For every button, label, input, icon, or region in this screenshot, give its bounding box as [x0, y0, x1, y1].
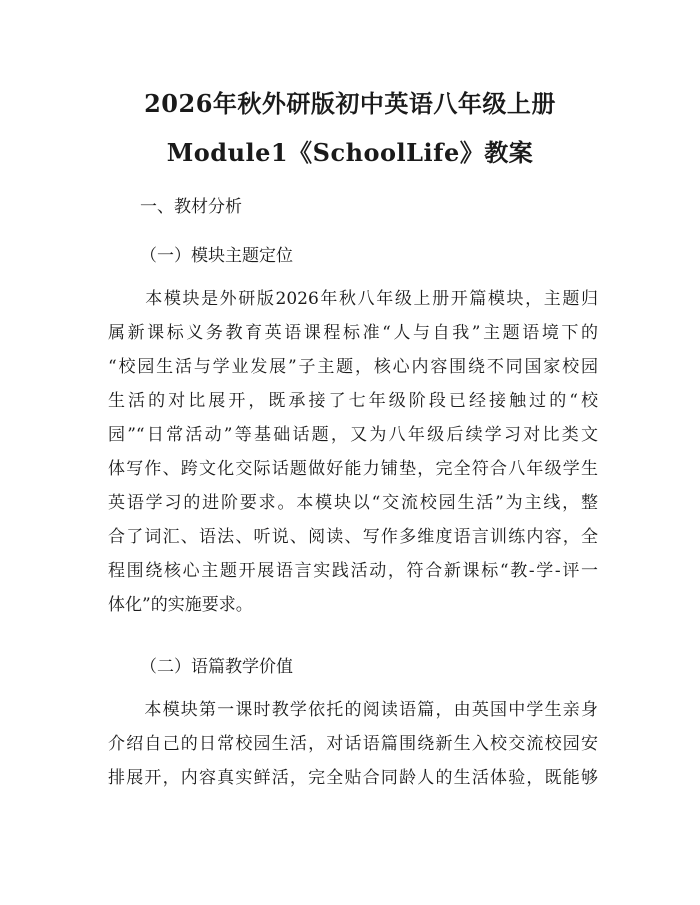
document-title: 2026年秋外研版初中英语八年级上册: [144, 89, 556, 118]
subsection-heading-discourse-value: （二）语篇教学价值: [140, 657, 293, 677]
subsection-heading-module-theme: （一）模块主题定位: [140, 246, 293, 266]
paragraph-line: “校园生活与学业发展”子主题，核心内容围绕不同国家校园: [108, 357, 598, 377]
paragraph-line: 生活的对比展开，既承接了七年级阶段已经接触过的“校: [108, 391, 598, 411]
paragraph-line: 本模块是外研版2026年秋八年级上册开篇模块，主题归: [108, 289, 598, 309]
paragraph-line: 属新课标义务教育英语课程标准“人与自我”主题语境下的: [108, 323, 598, 343]
paragraph-line: 合了词汇、语法、听说、阅读、写作多维度语言训练内容，全: [108, 527, 598, 547]
paragraph-line: 程围绕核心主题开展语言实践活动，符合新课标“教-学-评一: [108, 561, 598, 581]
paragraph-line: 排展开，内容真实鲜活，完全贴合同龄人的生活体验，既能够: [108, 768, 598, 788]
paragraph-line: 英语学习的进阶要求。本模块以“交流校园生活”为主线，整: [108, 493, 598, 513]
document-subtitle: Module1《SchoolLife》教案: [166, 138, 534, 167]
paragraph-line: 园”“日常活动”等基础话题，又为八年级后续学习对比类文: [108, 425, 598, 445]
paragraph-line: 介绍自己的日常校园生活，对话语篇围绕新生入校交流校园安: [108, 734, 598, 754]
paragraph-module-theme: [108, 282, 598, 622]
paragraph-line: 体化”的实施要求。: [108, 595, 253, 615]
paragraph-discourse-value: [108, 693, 598, 795]
paragraph-line: 本模块第一课时教学依托的阅读语篇，由英国中学生亲身: [108, 700, 598, 720]
paragraph-line: 体写作、跨文化交际话题做好能力铺垫，完全符合八年级学生: [108, 459, 598, 479]
section-heading-teaching-material-analysis: 一、教材分析: [140, 197, 242, 217]
